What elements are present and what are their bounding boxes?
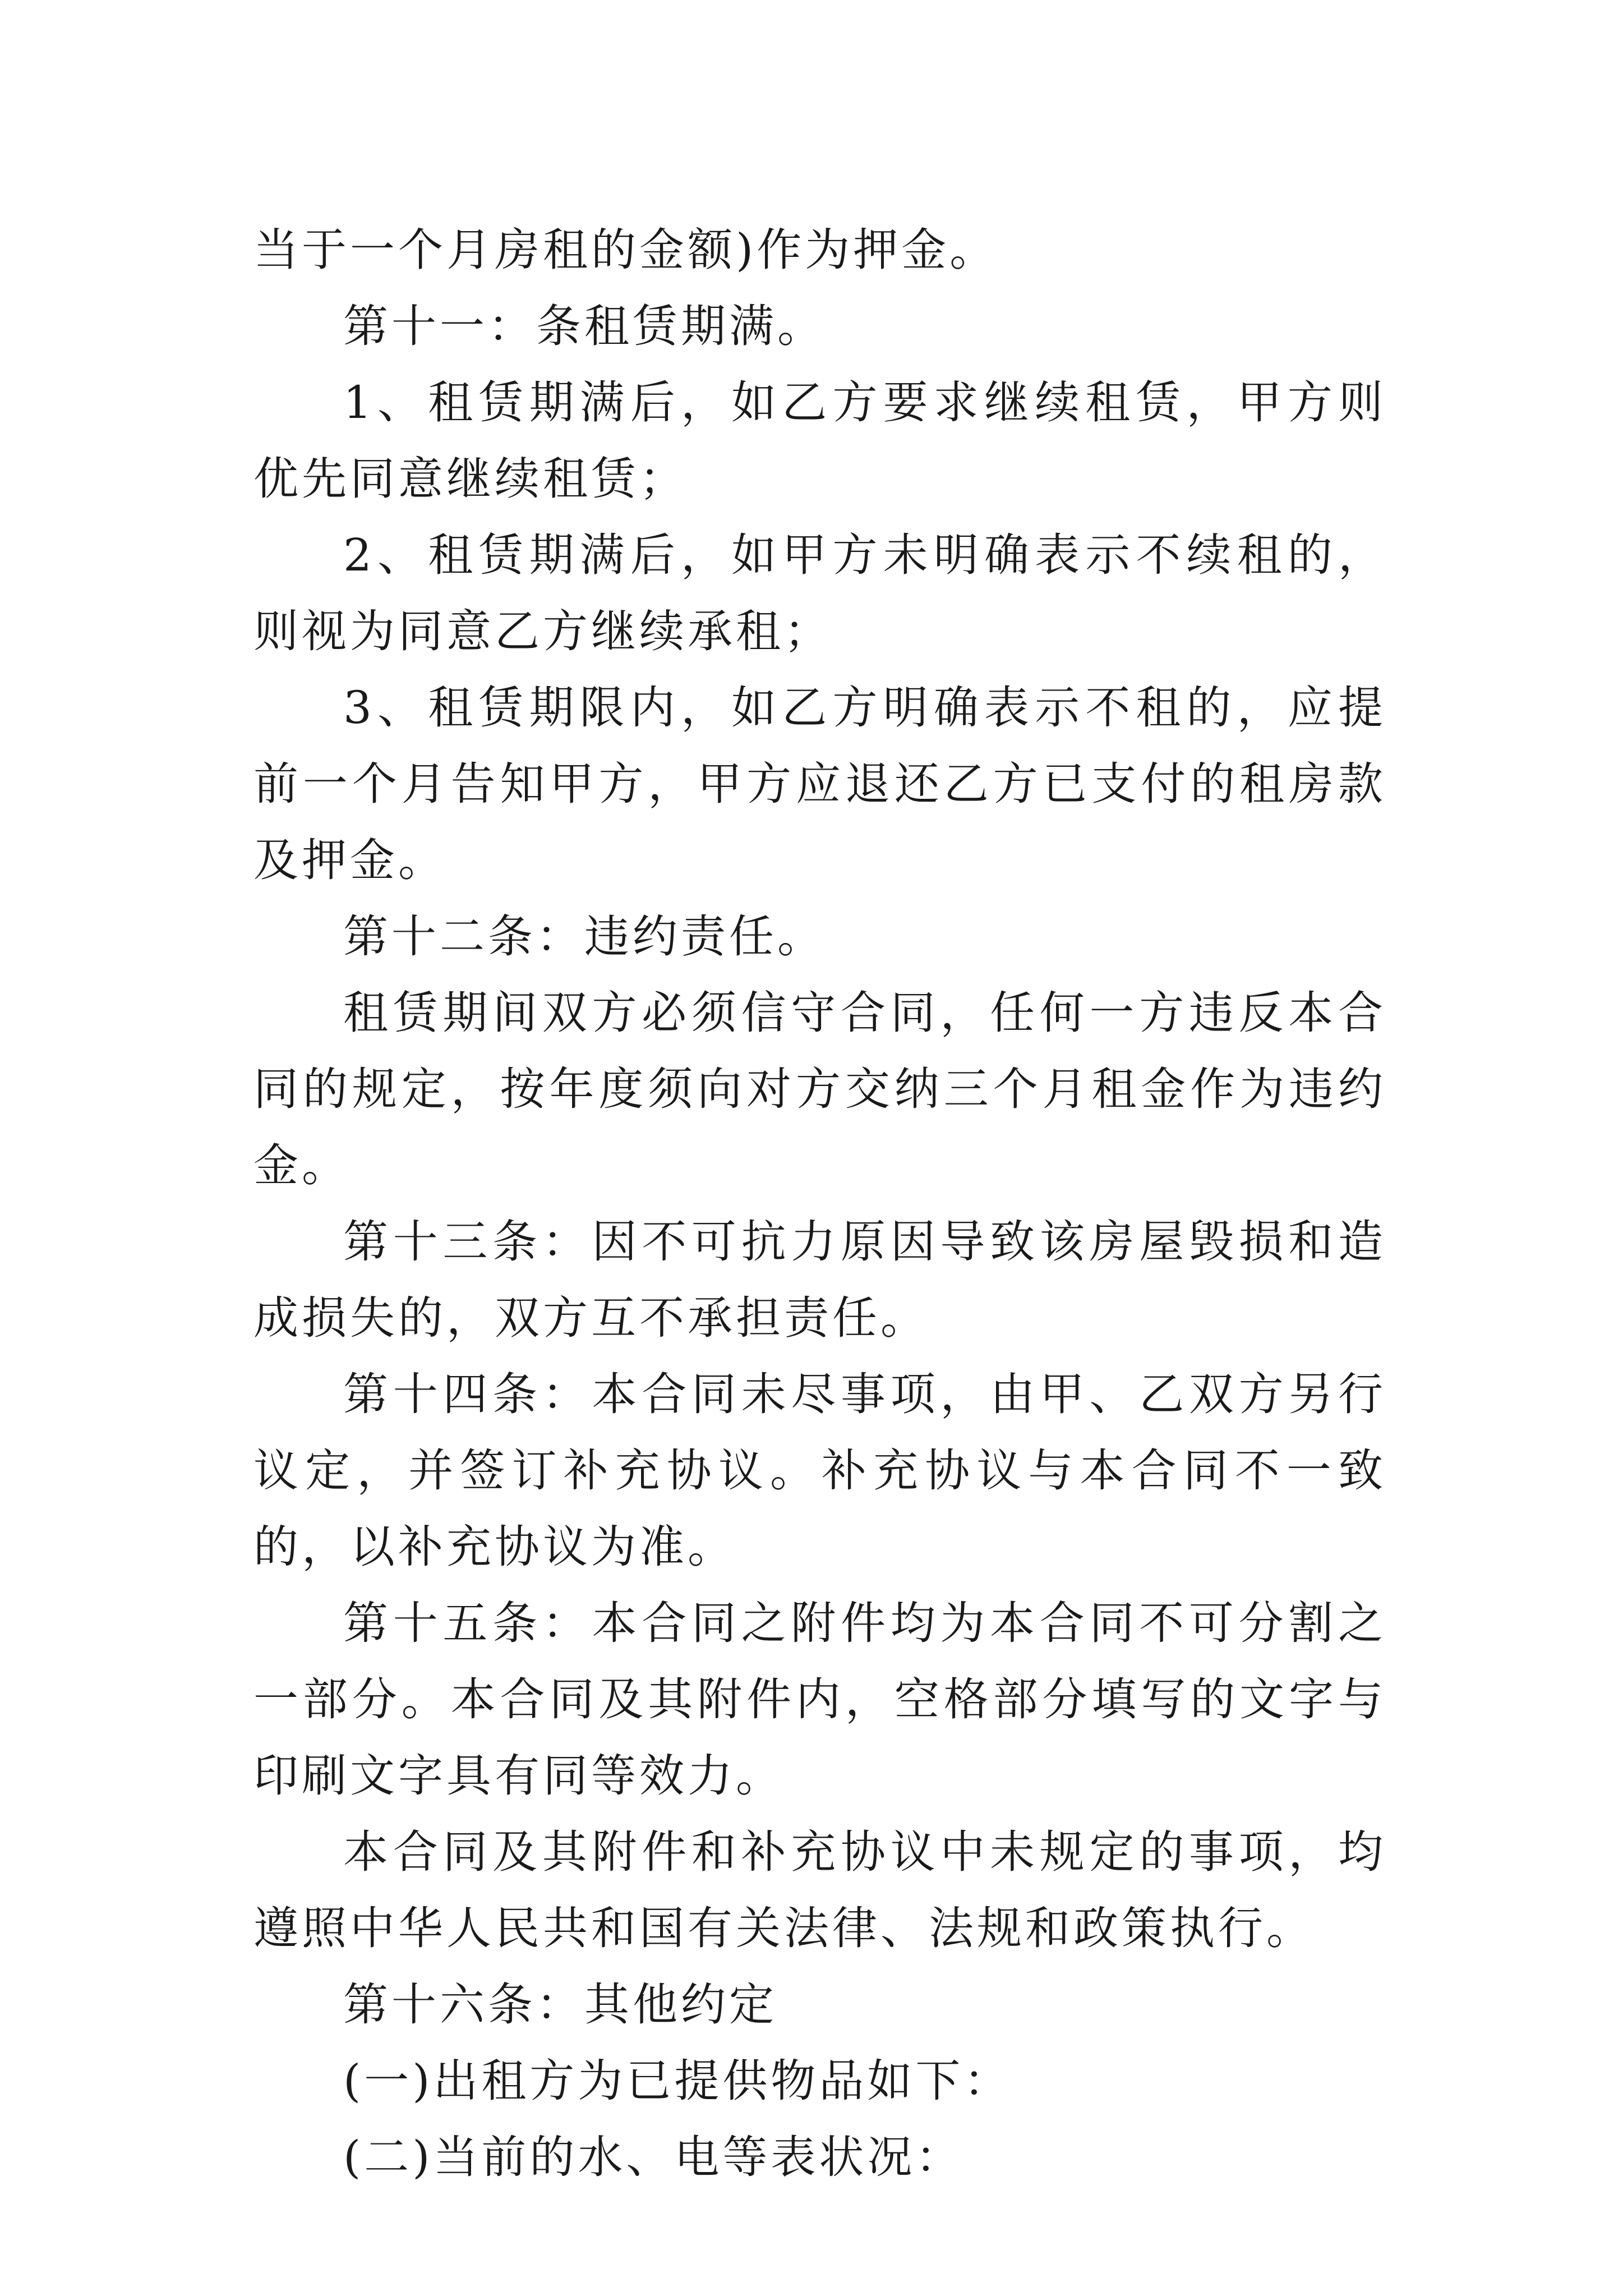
paragraph-article-12-heading: 第十二条：违约责任。: [343, 910, 826, 963]
document-body: [253, 212, 1386, 2196]
paragraph-applicable-law: 本合同及其附件和补充协议中未规定的事项，均遵照中华人民共和国有关法律、法规和政策执行。: [253, 1826, 1386, 1954]
paragraph-deposit-continuation: 当于一个月房租的金额)作为押金。: [253, 224, 998, 276]
paragraph-article-11-heading: 第十一：条租赁期满。: [343, 300, 826, 352]
paragraph-article-11-item-1: 1、租赁期满后，如乙方要求继续租赁，甲方则优先同意继续租赁；: [253, 376, 1386, 505]
paragraph-article-13: 第十三条：因不可抗力原因导致该房屋毁损和造成损失的，双方互不承担责任。: [253, 1216, 1386, 1344]
paragraph-article-16-heading: 第十六条：其他约定: [343, 1978, 777, 2031]
paragraph-article-11-item-3: 3、租赁期限内，如乙方明确表示不租的，应提前一个月告知甲方，甲方应退还乙方已支付的租房款及押金。: [253, 682, 1386, 886]
paragraph-article-12-body: 租赁期间双方必须信守合同，任何一方违反本合同的规定，按年度须向对方交纳三个月租金作为违约金。: [253, 987, 1386, 1191]
paragraph-article-14: 第十四条：本合同未尽事项，由甲、乙双方另行议定，并签订补充协议。补充协议与本合同不一致的，以补充协议为准。: [253, 1368, 1386, 1573]
paragraph-article-16-item-2: (二)当前的水、电等表状况：: [343, 2131, 964, 2183]
paragraph-article-16-item-1: (一)出租方为已提供物品如下：: [343, 2055, 1012, 2107]
paragraph-article-11-item-2: 2、租赁期满后，如甲方未明确表示不续租的，则视为同意乙方继续承租；: [253, 529, 1386, 657]
paragraph-article-15: 第十五条：本合同之附件均为本合同不可分割之一部分。本合同及其附件内，空格部分填写的文字与印刷文字具有同等效力。: [253, 1597, 1386, 1802]
